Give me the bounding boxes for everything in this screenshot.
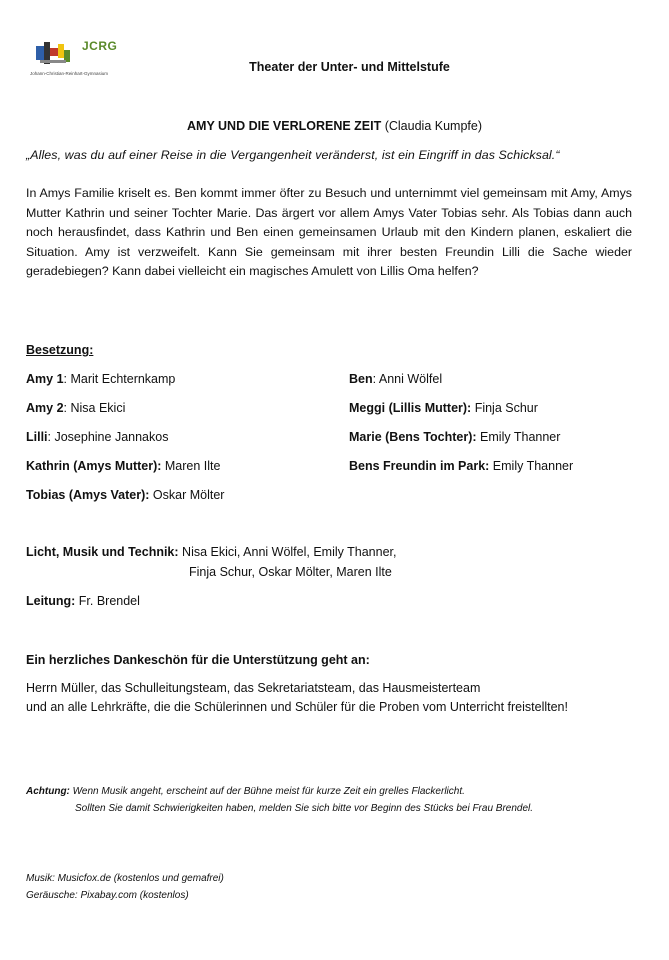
actor: Emily Thanner xyxy=(489,459,574,473)
cast-right-4 xyxy=(349,459,573,473)
cast-left-2 xyxy=(26,401,125,415)
role: Meggi (Lillis Mutter): xyxy=(349,401,472,415)
lead-label: Leitung: xyxy=(26,594,76,608)
tech-names-2: Finja Schur, Oskar Mölter, Maren Ilte xyxy=(189,565,392,579)
lead-value: Fr. Brendel xyxy=(75,594,140,608)
actor: : Nisa Ekici xyxy=(63,401,126,415)
cast-left-3 xyxy=(26,430,168,444)
role: Lilli xyxy=(26,430,48,444)
warning-label: Achtung: xyxy=(26,786,70,797)
cast-left-5 xyxy=(26,488,224,502)
role: Bens Freundin im Park: xyxy=(349,459,490,473)
cast-right-3 xyxy=(349,430,560,444)
role: Amy 1 xyxy=(26,372,64,386)
role: Ben xyxy=(349,372,373,386)
cast-right-2 xyxy=(349,401,538,415)
thanks-line-1: Herrn Müller, das Schulleitungsteam, das Sekretariatsteam, das Hausmeisterteam xyxy=(26,681,481,695)
actor: Finja Schur xyxy=(471,401,538,415)
role: Tobias (Amys Vater): xyxy=(26,488,150,502)
lead-line xyxy=(26,594,140,608)
tech-label: Licht, Musik und Technik: xyxy=(26,545,179,559)
cast-heading: Besetzung: xyxy=(26,343,94,357)
thanks-heading: Ein herzliches Dankeschön für die Unterstützung geht an: xyxy=(26,653,370,667)
page-header: Theater der Unter- und Mittelstufe xyxy=(249,60,450,74)
warning-text-2: Sollten Sie damit Schwierigkeiten haben, melden Sie sich bitte vor Beginn des Stücks bei Frau Brendel. xyxy=(75,803,534,814)
tech-line xyxy=(26,545,396,559)
actor: : Marit Echternkamp xyxy=(63,372,176,386)
role: Marie (Bens Tochter): xyxy=(349,430,477,444)
role: Kathrin (Amys Mutter): xyxy=(26,459,162,473)
logo-subtitle: Johann-Christian-Reinhart-Gymnasium xyxy=(30,71,109,76)
credit-sounds: Geräusche: Pixabay.com (kostenlos) xyxy=(26,890,189,901)
actor: Maren Ilte xyxy=(161,459,221,473)
play-author: (Claudia Kumpfe) xyxy=(384,119,482,133)
quote: „Alles, was du auf einer Reise in die Vergangenheit veränderst, ist ein Eingriff in das Schicksal.“ xyxy=(26,148,560,162)
description: In Amys Familie kriselt es. Ben kommt immer öfter zu Besuch und unternimmt viel gemeinsam mit Amy, Amys Mutter Kathrin und seiner Tochter Marie. Das ärgert vor allem Amys Vater Tobias sehr. Als Tobias dann auch noch herausfindet, dass Kathrin und Ben einen gemeinsamen Urlaub mit den Kindern planen, eskaliert die Situation. Amy ist verzweifelt. Kann Sie gemeinsam mit ihrer besten Freundin Lilli die Sache wieder geradebiegen? Kann dabei vielleicht ein magisches Amulett von Lillis Oma helfen? xyxy=(26,186,632,278)
cast-left-1 xyxy=(26,372,175,386)
actor: : Josephine Jannakos xyxy=(47,430,169,444)
play-title-line xyxy=(0,119,669,133)
play-title: AMY UND DIE VERLORENE ZEIT xyxy=(187,119,382,133)
actor: Emily Thanner xyxy=(476,430,561,444)
warning-text-1: Wenn Musik angeht, erscheint auf der Bühne meist für kurze Zeit ein grelles Flackerlicht. xyxy=(69,786,465,797)
credit-music: Musik: Musicfox.de (kostenlos und gemafrei) xyxy=(26,873,224,884)
actor: : Anni Wölfel xyxy=(372,372,443,386)
actor: Oskar Mölter xyxy=(149,488,225,502)
role: Amy 2 xyxy=(26,401,64,415)
thanks-line-2: und an alle Lehrkräfte, die die Schülerinnen und Schüler für die Proben vom Unterricht freistellten! xyxy=(26,700,568,714)
cast-left-4 xyxy=(26,459,220,473)
cast-right-1 xyxy=(349,372,442,386)
logo-name: JCRG xyxy=(82,39,118,53)
warning-line-1 xyxy=(26,786,465,797)
tech-names-1: Nisa Ekici, Anni Wölfel, Emily Thanner, xyxy=(178,545,397,559)
